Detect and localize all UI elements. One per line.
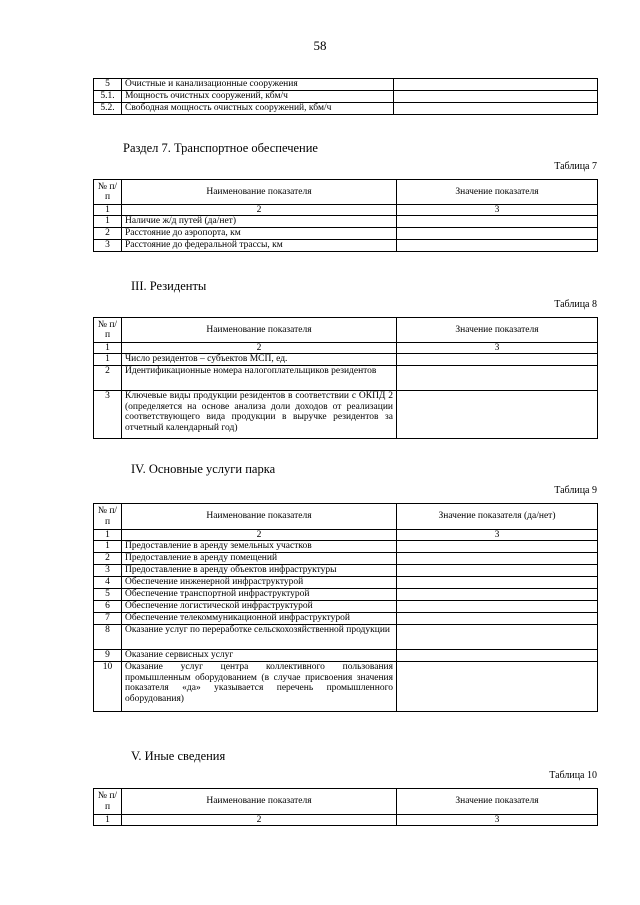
table-row (94, 577, 598, 589)
indicator-value[interactable] (397, 228, 598, 240)
table-row (94, 240, 598, 252)
table-row (94, 650, 598, 662)
table-row (94, 541, 598, 553)
index-cell: 1 (94, 343, 122, 354)
header-num: № п/п (94, 789, 122, 815)
index-cell: 1 (94, 205, 122, 216)
indicator-value[interactable] (397, 601, 598, 613)
header-value: Значение показателя (397, 318, 598, 343)
index-cell: 2 (122, 815, 397, 826)
indicator-name: Идентификационные номера налогоплательщиков резидентов (122, 366, 397, 391)
header-value: Значение показателя (да/нет) (397, 504, 598, 530)
indicator-value[interactable] (397, 650, 598, 662)
indicator-name: Расстояние до аэропорта, км (122, 228, 397, 240)
index-cell: 3 (397, 205, 598, 216)
header-name: Наименование показателя (122, 318, 397, 343)
index-row (94, 343, 598, 354)
index-cell: 1 (94, 530, 122, 541)
header-num: № п/п (94, 180, 122, 205)
row-number: 1 (94, 354, 122, 366)
table-row (94, 613, 598, 625)
index-cell: 2 (122, 343, 397, 354)
table-row (94, 103, 598, 115)
indicator-name: Число резидентов – субъектов МСП, ед. (122, 354, 397, 366)
indicator-name: Мощность очистных сооружений, кбм/ч (122, 91, 394, 103)
index-row (94, 815, 598, 826)
table-row (94, 216, 598, 228)
index-cell: 2 (122, 530, 397, 541)
indicator-value[interactable] (397, 541, 598, 553)
indicator-name: Предоставление в аренду помещений (122, 553, 397, 565)
header-value: Значение показателя (397, 789, 598, 815)
table-10 (93, 788, 598, 826)
indicator-name: Предоставление в аренду объектов инфраструктуры (122, 565, 397, 577)
index-cell: 3 (397, 815, 598, 826)
indicator-name: Обеспечение логистической инфраструктурой (122, 601, 397, 613)
indicator-value[interactable] (397, 366, 598, 391)
indicator-value[interactable] (394, 79, 598, 91)
page-number: 58 (313, 38, 327, 53)
index-cell: 3 (397, 343, 598, 354)
header-name: Наименование показателя (122, 180, 397, 205)
indicator-value[interactable] (397, 553, 598, 565)
indicator-value[interactable] (394, 91, 598, 103)
header-name: Наименование показателя (122, 789, 397, 815)
header-num: № п/п (94, 318, 122, 343)
indicator-value[interactable] (397, 354, 598, 366)
indicator-name: Свободная мощность очистных сооружений, кбм/ч (122, 103, 394, 115)
indicator-name: Обеспечение транспортной инфраструктурой (122, 589, 397, 601)
indicator-value[interactable] (397, 589, 598, 601)
row-number: 3 (94, 391, 122, 439)
index-cell: 3 (397, 530, 598, 541)
section-5-heading: V. Иные сведения (131, 749, 226, 763)
section-7-heading: Раздел 7. Транспортное обеспечение (123, 141, 318, 155)
row-number: 7 (94, 613, 122, 625)
indicator-name: Ключевые виды продукции резидентов в соответствии с ОКПД 2 (определяется на основе анализа доли доходов от реализации соответствующего вида продукции в выручке резидентов за отчетный календарный год) (122, 391, 397, 439)
index-row (94, 530, 598, 541)
header-name: Наименование показателя (122, 504, 397, 530)
row-number: 4 (94, 577, 122, 589)
index-cell: 2 (122, 205, 397, 216)
table-7-caption: Таблица 7 (554, 161, 597, 172)
table-row (94, 565, 598, 577)
table-row (94, 662, 598, 712)
table-row (94, 354, 598, 366)
row-number: 2 (94, 553, 122, 565)
row-number: 2 (94, 366, 122, 391)
indicator-value[interactable] (397, 216, 598, 228)
indicator-name: Расстояние до федеральной трассы, км (122, 240, 397, 252)
row-number: 2 (94, 228, 122, 240)
indicator-name: Обеспечение инженерной инфраструктурой (122, 577, 397, 589)
indicator-name: Оказание сервисных услуг (122, 650, 397, 662)
table-6-continuation (93, 78, 598, 115)
table-header (94, 789, 598, 815)
indicator-value[interactable] (397, 391, 598, 439)
table-row (94, 79, 598, 91)
table-header (94, 318, 598, 343)
table-header (94, 504, 598, 530)
row-number: 3 (94, 565, 122, 577)
indicator-name: Оказание услуг центра коллективного пользования промышленным оборудованием (в случае присвоения значения показателя «да» указывается перечень промышленного оборудования) (122, 662, 397, 712)
indicator-name: Наличие ж/д путей (да/нет) (122, 216, 397, 228)
indicator-name: Очистные и канализационные сооружения (122, 79, 394, 91)
header-num: № п/п (94, 504, 122, 530)
indicator-value[interactable] (394, 103, 598, 115)
table-header (94, 180, 598, 205)
section-4-heading: IV. Основные услуги парка (131, 462, 276, 476)
table-row (94, 91, 598, 103)
row-number: 1 (94, 541, 122, 553)
row-number: 5.1. (94, 91, 122, 103)
table-9 (93, 503, 598, 712)
table-row (94, 625, 598, 650)
indicator-value[interactable] (397, 577, 598, 589)
row-number: 5 (94, 589, 122, 601)
row-number: 9 (94, 650, 122, 662)
index-cell: 1 (94, 815, 122, 826)
index-row (94, 205, 598, 216)
table-row (94, 366, 598, 391)
indicator-value[interactable] (397, 662, 598, 712)
table-9-caption: Таблица 9 (554, 485, 597, 496)
table-8-caption: Таблица 8 (554, 299, 597, 310)
indicator-value[interactable] (397, 613, 598, 625)
indicator-name: Обеспечение телекоммуникационной инфраструктурой (122, 613, 397, 625)
table-7 (93, 179, 598, 252)
table-row (94, 391, 598, 439)
section-3-heading: III. Резиденты (131, 279, 207, 293)
row-number: 10 (94, 662, 122, 712)
table-row (94, 601, 598, 613)
header-value: Значение показателя (397, 180, 598, 205)
indicator-value[interactable] (397, 625, 598, 650)
indicator-value[interactable] (397, 565, 598, 577)
row-number: 3 (94, 240, 122, 252)
indicator-name: Оказание услуг по переработке сельскохозяйственной продукции (122, 625, 397, 650)
row-number: 5.2. (94, 103, 122, 115)
table-row (94, 553, 598, 565)
indicator-name: Предоставление в аренду земельных участков (122, 541, 397, 553)
row-number: 1 (94, 216, 122, 228)
row-number: 5 (94, 79, 122, 91)
row-number: 8 (94, 625, 122, 650)
row-number: 6 (94, 601, 122, 613)
table-8 (93, 317, 598, 439)
indicator-value[interactable] (397, 240, 598, 252)
table-10-caption: Таблица 10 (549, 770, 597, 781)
table-row (94, 228, 598, 240)
table-row (94, 589, 598, 601)
